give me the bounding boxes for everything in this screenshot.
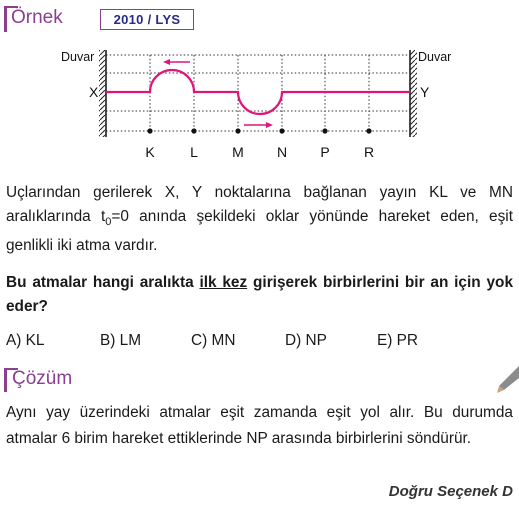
prompt-text-2: girişerek birbirlerini bir an için yok eder? <box>6 274 513 315</box>
question-prompt <box>6 271 513 319</box>
pencil-icon <box>496 364 519 394</box>
choice-letter: A) <box>6 332 22 349</box>
choice-a[interactable] <box>6 332 45 350</box>
choice-e[interactable] <box>377 332 418 350</box>
point-label-m: M <box>232 144 244 160</box>
point-label-p: P <box>320 144 330 160</box>
question-statement <box>6 181 513 258</box>
point-label-k: K <box>145 144 155 160</box>
correct-answer: Doğru Seçenek D <box>388 483 513 500</box>
spring-pulse-figure <box>0 40 519 165</box>
choice-text: NP <box>305 332 327 349</box>
arrow-left-icon <box>163 59 190 65</box>
choice-letter: D) <box>285 332 302 349</box>
wall-label-left: Duvar <box>61 50 95 64</box>
subscript-zero: 0 <box>105 216 112 229</box>
solution-text: Aynı yay üzerindeki atmalar eşit zamanda eşit yol alır. Bu durumda atmalar 6 birim hareket ettiklerinde NP arasında birbirlerini söndürür. <box>6 404 513 447</box>
source-badge: 2010 / LYS <box>100 9 194 30</box>
choice-b[interactable] <box>100 332 141 350</box>
point-label-n: N <box>276 144 288 160</box>
spring-with-pulses <box>106 70 410 114</box>
choice-text: KL <box>25 332 45 349</box>
question-text-2: =0 anında şekildeki oklar yönünde hareket eden, eşit genlikli iki atma vardır. <box>6 208 513 255</box>
choice-text: MN <box>211 332 236 349</box>
choice-text: LM <box>119 332 142 349</box>
solution-heading: Çözüm <box>12 368 73 389</box>
choice-letter: B) <box>100 332 116 349</box>
point-label-r: R <box>363 144 375 160</box>
question-text-1: Uçlarından gerilerek X, Y noktalarına bağlanan yayın KL ve MN aralıklarında t <box>6 184 513 225</box>
prompt-emphasis: ilk kez <box>199 274 248 291</box>
right-wall-hatch <box>410 50 417 137</box>
left-wall-hatch <box>99 50 106 137</box>
example-heading: Örnek <box>11 7 63 28</box>
choice-letter: E) <box>377 332 393 349</box>
point-label-l: L <box>190 144 198 160</box>
end-label-x: X <box>89 84 99 100</box>
arrow-right-icon <box>244 122 273 128</box>
example-heading-bar <box>4 6 7 32</box>
wall-label-right: Duvar <box>418 50 452 64</box>
prompt-text-1: Bu atmalar hangi aralıkta <box>6 274 200 291</box>
choice-text: PR <box>396 332 419 349</box>
choice-c[interactable] <box>191 332 235 350</box>
choice-d[interactable] <box>285 332 327 350</box>
end-label-y: Y <box>420 84 430 100</box>
solution-heading-bar <box>4 368 7 392</box>
choice-letter: C) <box>191 332 208 349</box>
